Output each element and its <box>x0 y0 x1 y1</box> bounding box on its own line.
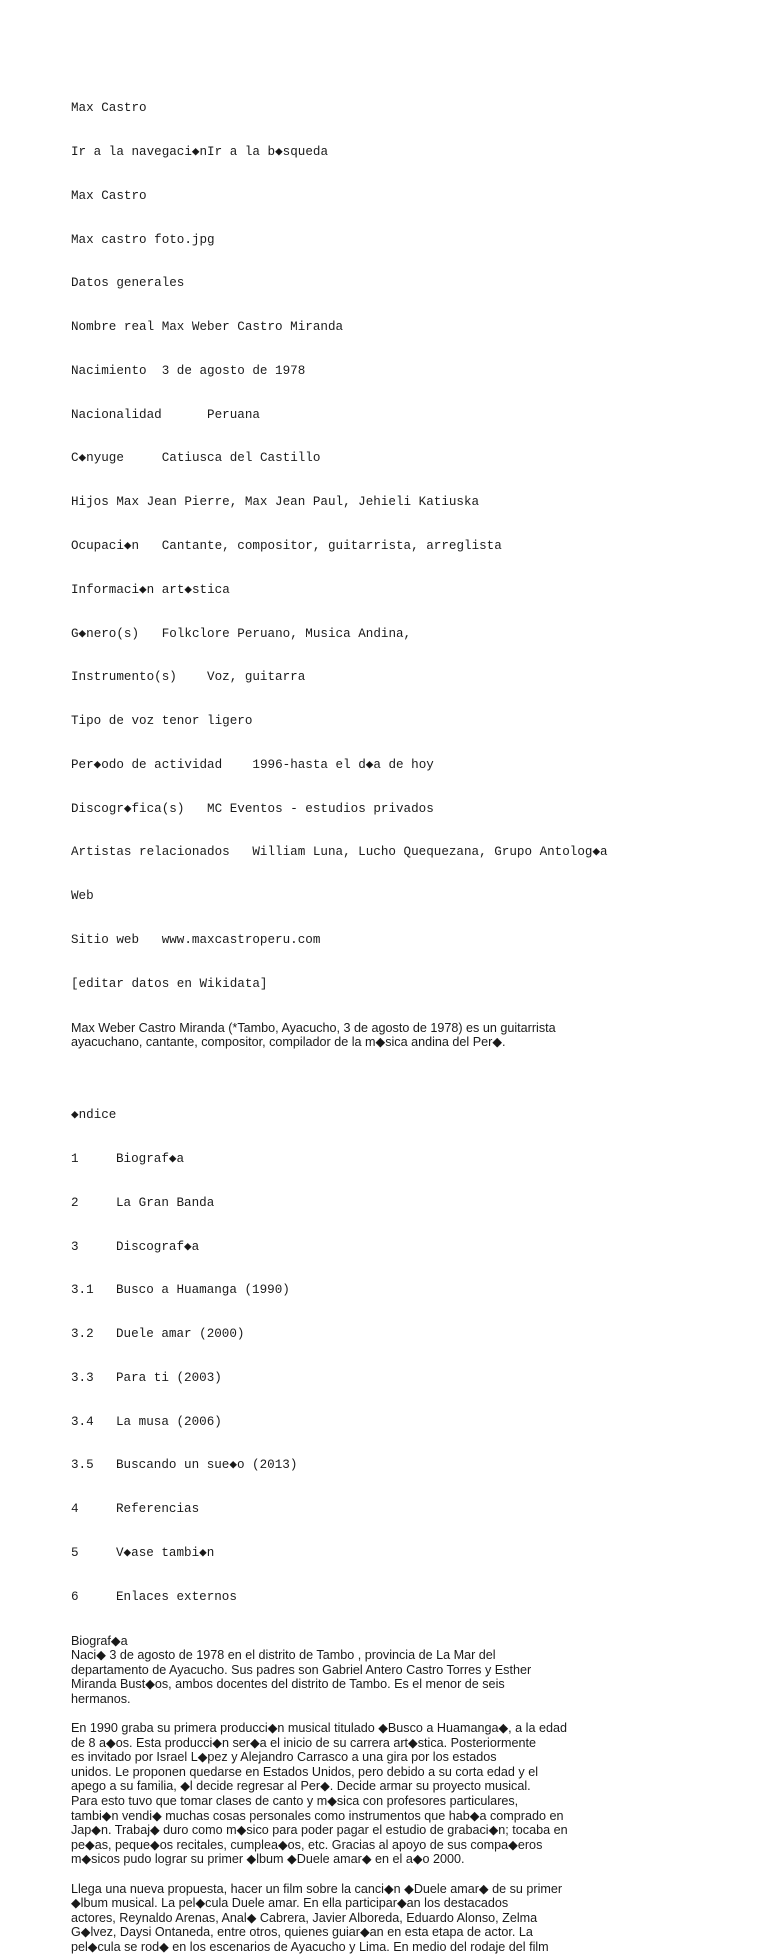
infobox-row: Instrumento(s) Voz, guitarra <box>71 670 306 685</box>
bio-line: Naci◆ 3 de agosto de 1978 en el distrito de Tambo , provincia de La Mar del <box>71 1648 496 1663</box>
bio-line: G◆lvez, Daysi Ontaneda, entre otros, quienes guiar◆an en esta etapa de actor. La <box>71 1925 533 1940</box>
bio-line: En 1990 graba su primera producci◆n musical titulado ◆Busco a Huamanga◆, a la edad <box>71 1721 568 1736</box>
toc-item[interactable]: 5 V◆ase tambi◆n <box>71 1545 215 1560</box>
bio-line: pel◆cula se rod◆ en los escenarios de Ayacucho y Lima. En medio del rodaje del film <box>71 1940 549 1954</box>
infobox-name: Max Castro <box>71 188 147 203</box>
bio-line: hermanos. <box>71 1691 131 1706</box>
infobox <box>71 72 761 1021</box>
infobox-row: Nombre real Max Weber Castro Miranda <box>71 320 344 335</box>
bio-line: de 8 a◆os. Esta producci◆n ser◆a el inicio de su carrera art◆stica. Posteriormente <box>71 1735 537 1750</box>
toc-item[interactable]: 2 La Gran Banda <box>71 1195 215 1210</box>
toc-item[interactable]: 4 Referencias <box>71 1502 200 1517</box>
bio-line: m◆sicos pudo lograr su primer ◆lbum ◆Duele amar◆ en el a◆o 2000. <box>71 1852 465 1867</box>
section-heading: Biograf◆a <box>71 1633 128 1648</box>
infobox-row: Artistas relacionados William Luna, Lucho Quequezana, Grupo Antolog◆a <box>71 845 608 860</box>
infobox-row: Informaci◆n art◆stica <box>71 582 230 597</box>
biography-section <box>71 1634 761 1955</box>
bio-line: Jap◆n. Trabaj◆ duro como m◆sico para poder pagar el estudio de grabaci◆n; tocaba en <box>71 1823 568 1838</box>
bio-line: departamento de Ayacucho. Sus padres son Gabriel Antero Castro Torres y Esther <box>71 1662 532 1677</box>
intro-line: ayacuchano, cantante, compositor, compilador de la m◆sica andina del Per◆. <box>71 1035 506 1050</box>
bio-line: tambi◆n vendi◆ muchas cosas personales como instrumentos que hab◆a comprado en <box>71 1808 564 1823</box>
infobox-row: Per◆odo de actividad 1996-hasta el d◆a de hoy <box>71 757 434 772</box>
intro-line: Max Weber Castro Miranda (*Tambo, Ayacucho, 3 de agosto de 1978) es un guitarrista <box>71 1020 556 1035</box>
infobox-row: Nacimiento 3 de agosto de 1978 <box>71 363 306 378</box>
toc-item[interactable]: 3.5 Buscando un sue◆o (2013) <box>71 1458 298 1473</box>
page-title: Max Castro <box>71 101 147 116</box>
toc-item[interactable]: 1 Biograf◆a <box>71 1151 185 1166</box>
bio-line: Miranda Bust◆os, ambos docentes del distrito de Tambo. Es el menor de seis <box>71 1677 505 1692</box>
toc-item[interactable]: 3.3 Para ti (2003) <box>71 1370 222 1385</box>
intro-paragraph <box>71 1021 761 1050</box>
bio-line: Para esto tuvo que tomar clases de canto y m◆sica con profesores particulares, <box>71 1794 519 1809</box>
toc-item[interactable]: 3.4 La musa (2006) <box>71 1414 222 1429</box>
table-of-contents <box>71 1079 761 1634</box>
infobox-row: Web <box>71 889 94 904</box>
bio-line: unidos. Le proponen quedarse en Estados Unidos, pero debido a su corta edad y el <box>71 1764 538 1779</box>
bio-line: actores, Reynaldo Arenas, Anal◆ Cabrera, Javier Alboreda, Eduardo Alonso, Zelma <box>71 1910 538 1925</box>
infobox-row[interactable]: Sitio web www.maxcastroperu.com <box>71 933 321 948</box>
nav-links[interactable]: Ir a la navegaci◆nIr a la b◆squeda <box>71 144 329 159</box>
infobox-row: Tipo de voz tenor ligero <box>71 714 253 729</box>
toc-item[interactable]: 3.1 Busco a Huamanga (1990) <box>71 1283 290 1298</box>
toc-title: ◆ndice <box>71 1108 117 1123</box>
bio-line: pe◆as, peque◆os recitales, cumplea◆os, etc. Gracias al apoyo de sus compa◆eros <box>71 1837 543 1852</box>
bio-line: apego a su familia, ◆l decide regresar al Per◆. Decide armar su proyecto musical. <box>71 1779 531 1794</box>
edit-wikidata-link[interactable]: [editar datos en Wikidata] <box>71 976 268 991</box>
bio-line: Llega una nueva propuesta, hacer un film sobre la canci◆n ◆Duele amar◆ de su primer <box>71 1881 563 1896</box>
toc-item[interactable]: 3.2 Duele amar (2000) <box>71 1327 245 1342</box>
infobox-image-caption[interactable]: Max castro foto.jpg <box>71 232 215 247</box>
infobox-row: C◆nyuge Catiusca del Castillo <box>71 451 321 466</box>
bio-line: es invitado por Israel L◆pez y Alejandro Carrasco a una gira por los estados <box>71 1750 497 1765</box>
toc-item[interactable]: 6 Enlaces externos <box>71 1589 237 1604</box>
infobox-row: Discogr◆fica(s) MC Eventos - estudios privados <box>71 801 434 816</box>
document-page <box>71 72 761 1955</box>
infobox-row: G◆nero(s) Folkclore Peruano, Musica Andina, <box>71 626 412 641</box>
bio-line: ◆lbum musical. La pel◆cula Duele amar. En ella participar◆an los destacados <box>71 1896 509 1911</box>
infobox-row: Ocupaci◆n Cantante, compositor, guitarrista, arreglista <box>71 539 502 553</box>
infobox-row: Hijos Max Jean Pierre, Max Jean Paul, Jehieli Katiuska <box>71 495 480 510</box>
infobox-section-general: Datos generales <box>71 276 185 291</box>
toc-item[interactable]: 3 Discograf◆a <box>71 1239 200 1254</box>
infobox-row: Nacionalidad Peruana <box>71 407 260 422</box>
